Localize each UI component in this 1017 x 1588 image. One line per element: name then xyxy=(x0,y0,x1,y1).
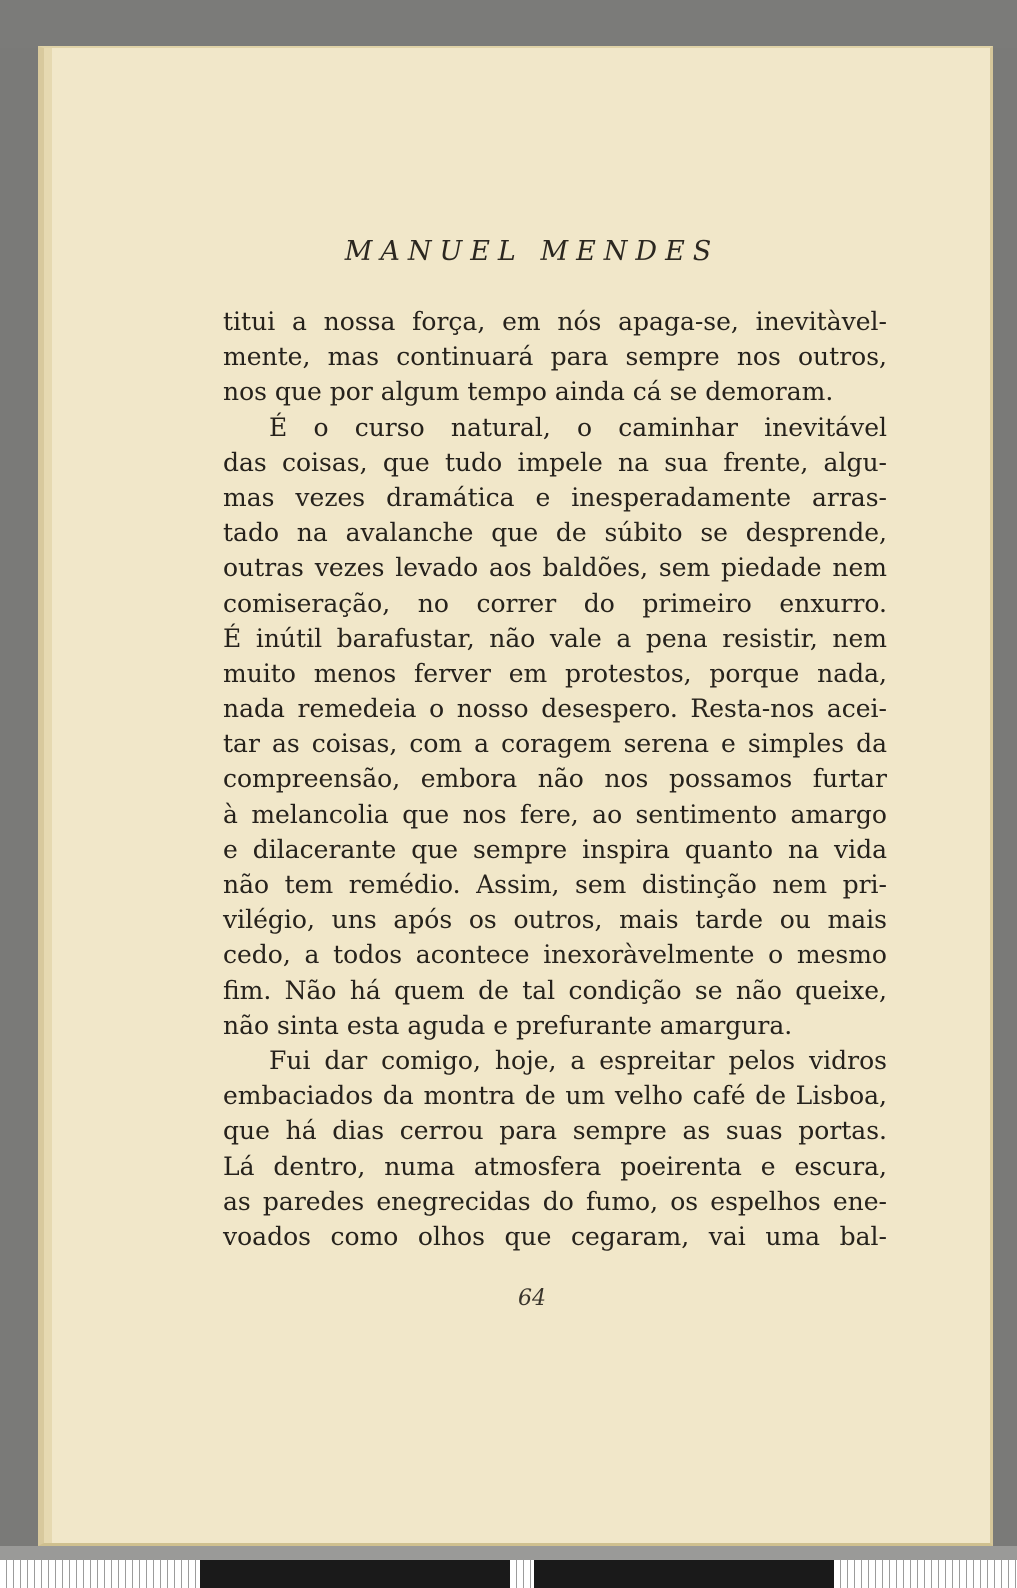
ruler-dark-segment xyxy=(200,1560,510,1588)
text-line: mas vezes dramática e inesperadamente arras- xyxy=(223,482,887,512)
text-line: voados como olhos que cegaram, vai uma bal- xyxy=(223,1221,887,1251)
text-line: tado na avalanche que de súbito se desprende, xyxy=(223,518,887,548)
text-line: nada remedeia o nosso desespero. Resta-nos acei- xyxy=(223,694,887,724)
text-line: não tem remédio. Assim, sem distinção nem pri- xyxy=(223,870,887,899)
text-line: mente, mas continuará para sempre nos outros, xyxy=(223,342,887,372)
running-title: MANUEL MENDES xyxy=(344,236,720,267)
text-line: muito menos ferver em protestos, porque nada, xyxy=(223,658,887,688)
text-line: e dilacerante que sempre inspira quanto na vida xyxy=(223,834,887,864)
ruler-scale-segment xyxy=(0,1560,200,1588)
text-line: comiseração, no correr do primeiro enxurro. xyxy=(223,588,887,618)
text-line: É o curso natural, o caminhar inevitável xyxy=(269,412,887,442)
text-line: Fui dar comigo, hoje, a espreitar pelos vidros xyxy=(269,1045,887,1075)
text-line: que há dias cerrou para sempre as suas portas. xyxy=(223,1116,887,1146)
body-text xyxy=(223,304,887,1254)
text-line: titui a nossa força, em nós apaga-se, inevitàvel- xyxy=(223,307,887,336)
text-line: outras vezes levado aos baldões, sem piedade nem xyxy=(223,553,887,583)
ruler-scale-segment xyxy=(510,1560,534,1588)
page-edge xyxy=(44,48,52,1543)
text-line: cedo, a todos acontece inexoràvelmente o mesmo xyxy=(223,940,887,970)
text-line: Lá dentro, numa atmosfera poeirenta e escura, xyxy=(223,1151,887,1181)
text-line: embaciados da montra de um velho café de Lisboa, xyxy=(223,1081,887,1111)
text-line: à melancolia que nos fere, ao sentimento amargo xyxy=(223,799,887,829)
text-line: não sinta esta aguda e prefurante amargura. xyxy=(223,1010,793,1040)
text-line: tar as coisas, com a coragem serena e simples da xyxy=(223,729,887,759)
ruler-scale-segment xyxy=(834,1560,1017,1588)
text-line: É inútil barafustar, não vale a pena resistir, nem xyxy=(223,623,887,653)
text-line: nos que por algum tempo ainda cá se demoram. xyxy=(223,377,834,407)
text-line: fim. Não há quem de tal condição se não queixe, xyxy=(223,975,887,1005)
text-line: compreensão, embora não nos possamos furtar xyxy=(223,764,887,794)
scan-backdrop xyxy=(0,0,1017,48)
book-page xyxy=(38,46,993,1546)
ruler-dark-segment xyxy=(534,1560,834,1588)
text-line: vilégio, uns após os outros, mais tarde ou mais xyxy=(223,905,887,935)
text-line: das coisas, que tudo impele na sua frente, algu- xyxy=(223,447,887,477)
text-line: as paredes enegrecidas do fumo, os espelhos ene- xyxy=(223,1186,887,1216)
page-number: 64 xyxy=(518,1286,546,1311)
